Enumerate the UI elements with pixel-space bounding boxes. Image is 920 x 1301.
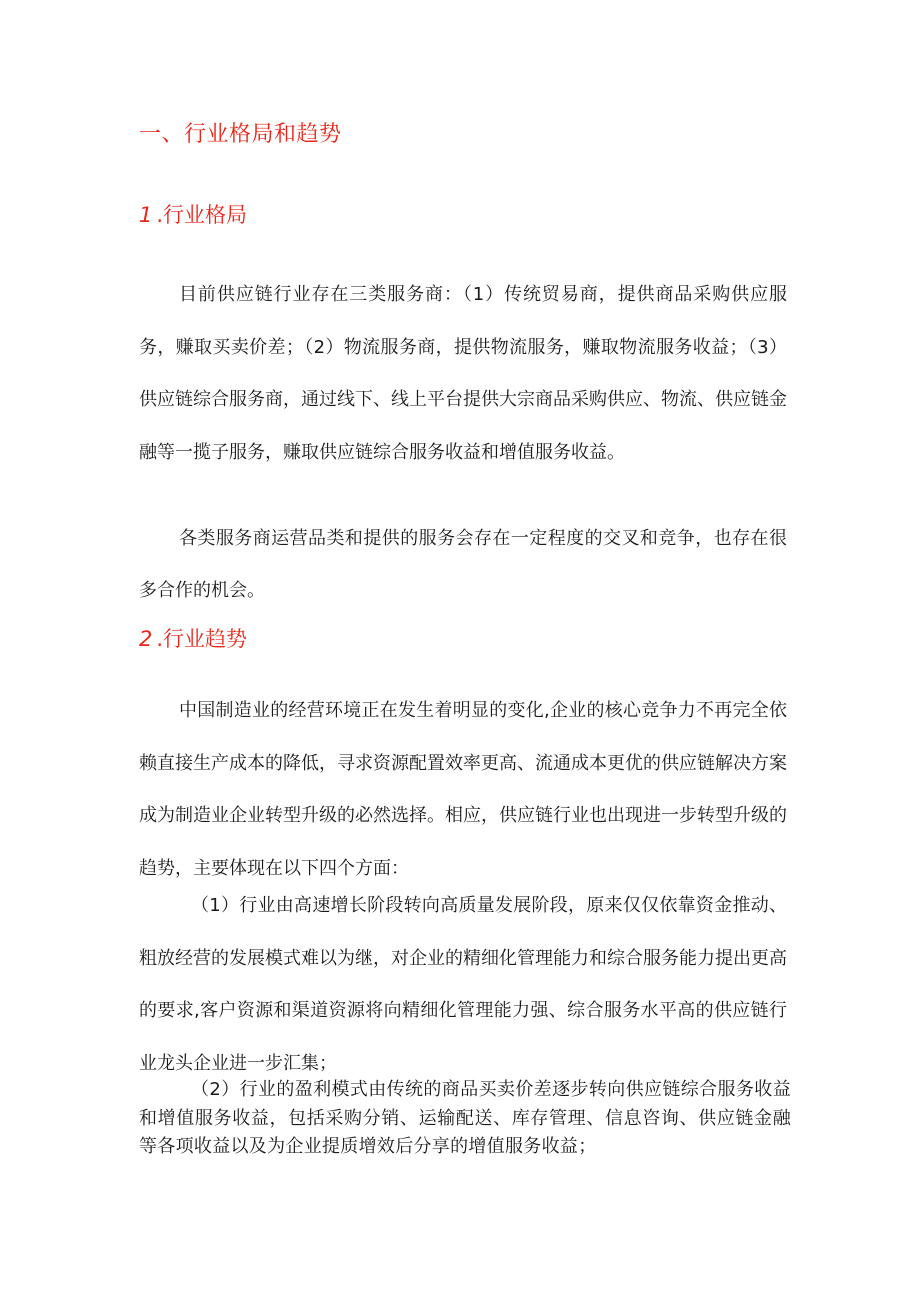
section-2-title: .行业趋势 (156, 627, 248, 651)
section-2-paragraph-3: （2）行业的盈利模式由传统的商品买卖价差逐步转向供应链综合服务收益和增值服务收益，包括采购分销、运输配送、库存管理、信息咨询、供应链金融等各项收益以及为企业提质增效后分享的增值服务收益； (139, 1079, 791, 1157)
section-1-paragraph-2: 各类服务商运营品类和提供的服务会存在一定程度的交叉和竞争，也存在很多合作的机会。 (139, 528, 787, 601)
section-1-heading (139, 199, 247, 229)
main-heading: 一、行业格局和趋势 (139, 122, 342, 147)
section-2-heading (139, 623, 247, 653)
section-1-paragraph-1: 目前供应链行业存在三类服务商：（1）传统贸易商，提供商品采购供应服务，赚取买卖价差；（2）物流服务商，提供物流服务，赚取物流服务收益；（3）供应链综合服务商，通过线下、线上平台提供大宗商品采购供应、物流、供应链金融等一揽子服务，赚取供应链综合服务收益和增值服务收益。 (139, 284, 787, 463)
section-2-paragraph-1: 中国制造业的经营环境正在发生着明显的变化,企业的核心竞争力不再完全依赖直接生产成本的降低，寻求资源配置效率更高、流通成本更优的供应链解决方案成为制造业企业转型升级的必然选择。相应，供应链行业也出现进一步转型升级的趋势，主要体现在以下四个方面： (139, 700, 787, 879)
section-1-number: 1 (139, 203, 153, 227)
section-2-paragraph-2: （1）行业由高速增长阶段转向高质量发展阶段，原来仅仅依靠资金推动、粗放经营的发展模式难以为继，对企业的精细化管理能力和综合服务能力提出更高的要求,客户资源和渠道资源将向精细化管理能力强、综合服务水平高的供应链行业龙头企业进一步汇集； (139, 895, 787, 1074)
section-1-title: .行业格局 (156, 203, 248, 227)
section-2-number: 2 (139, 627, 153, 651)
